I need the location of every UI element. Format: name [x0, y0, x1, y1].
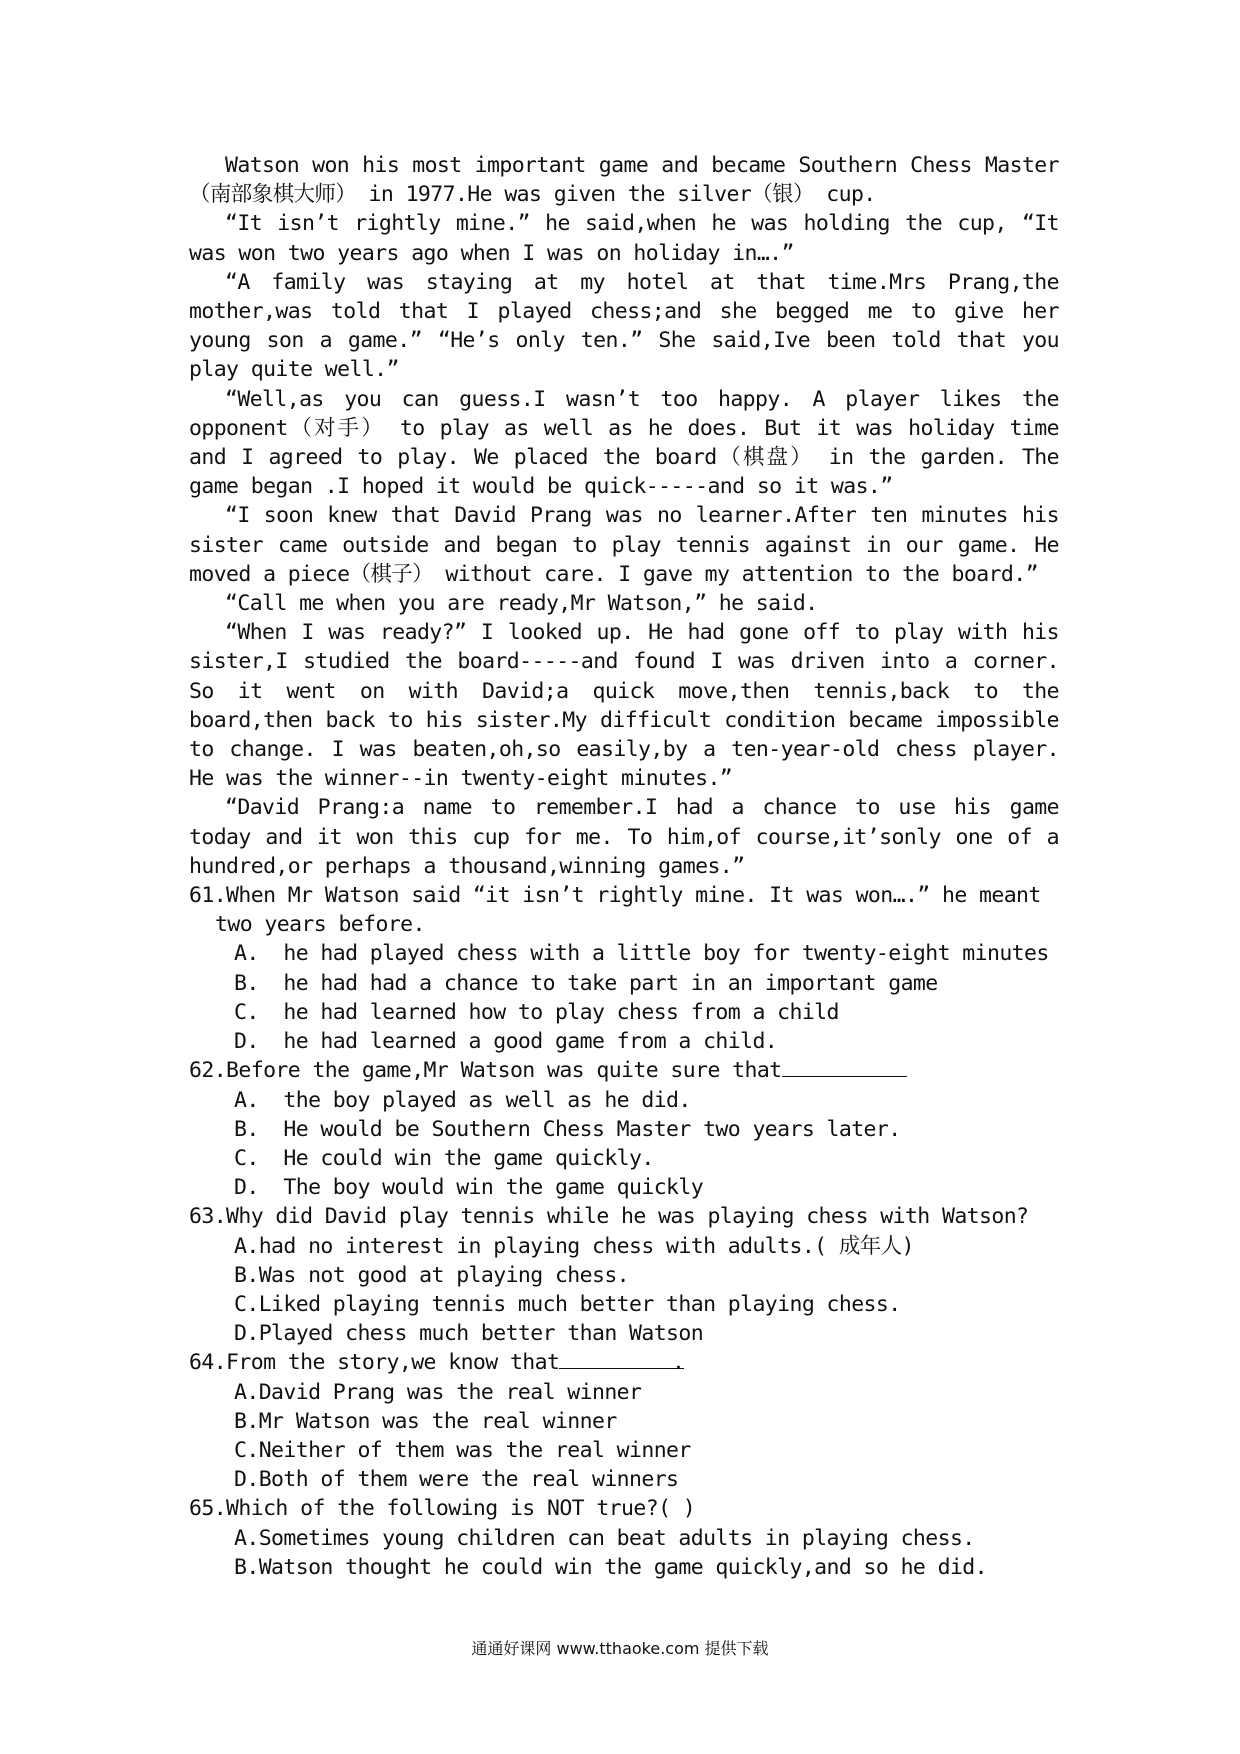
option-a: A. he had played chess with a little boy for twenty-eight minutes: [234, 941, 1049, 967]
passage-paragraph: “I soon knew that David Prang was no learner.After ten minutes his sister came outside and began to play tennis against in our game. He moved a piece（棋子） without care. I gave my attention to the board.”: [189, 503, 1059, 587]
passage-paragraph: “When I was ready?” I looked up. He had gone off to play with his sister,I studied the board-----and found I was driven into a corner. So it went on with David;a quick move,then tennis,back to the board,then back to his sister.My difficult condition became impossible to change. I was beaten,oh,so easily,by a ten-year-old chess player. He was the winner--in twenty-eight minutes.”: [189, 620, 1059, 792]
option-c: C.Neither of them was the real winner: [234, 1437, 691, 1463]
question-61: [189, 881, 1059, 1056]
document-body: [189, 151, 1059, 1582]
answer-blank: [559, 1348, 685, 1376]
option-d: D.Played chess much better than Watson: [234, 1321, 704, 1347]
question-stem-continued: two years before.: [215, 912, 425, 938]
option-d: D.Both of them were the real winners: [234, 1467, 679, 1493]
option-c: C. He could win the game quickly.: [234, 1145, 654, 1171]
option-b: B.Mr Watson was the real winner: [234, 1408, 617, 1434]
question-stem-end: .: [671, 1350, 685, 1376]
answer-blank: [782, 1056, 907, 1077]
option-a: A.had no interest in playing chess with adults.( 成年人): [234, 1233, 914, 1259]
option-c: C. he had learned how to play chess from a child: [234, 999, 839, 1025]
option-a: A.Sometimes young children can beat adults in playing chess.: [234, 1525, 975, 1551]
question-stem: 64.From the story,we know that: [189, 1350, 560, 1376]
option-b: B.Watson thought he could win the game quickly,and so he did.: [234, 1554, 987, 1580]
option-a: A.David Prang was the real winner: [234, 1379, 642, 1405]
passage-paragraph: “A family was staying at my hotel at that time.Mrs Prang,the mother,was told that I played chess;and she begged me to give her young son a game.” “He’s only ten.” She said,Ive been told that you play quite well.”: [189, 269, 1059, 383]
option-d: D. The boy would win the game quickly: [234, 1175, 704, 1201]
question-63: [189, 1202, 1059, 1348]
passage-paragraph: “Call me when you are ready,Mr Watson,” he said.: [225, 591, 818, 617]
question-stem-line: [189, 1348, 1059, 1377]
question-62: [189, 1056, 1059, 1202]
question-65: [189, 1494, 1059, 1582]
question-stem: 62.Before the game,Mr Watson was quite sure that: [189, 1058, 782, 1084]
option-b: B. He would be Southern Chess Master two years later.: [234, 1116, 901, 1142]
option-a: A. the boy played as well as he did.: [234, 1087, 691, 1113]
passage-paragraph: “David Prang:a name to remember.I had a chance to use his game today and it won this cup for me. To him,of course,it’sonly one of a hundred,or perhaps a thousand,winning games.”: [189, 795, 1059, 879]
option-b: B.Was not good at playing chess.: [234, 1262, 630, 1288]
question-stem: 63.Why did David play tennis while he was playing chess with Watson?: [189, 1204, 1029, 1230]
question-64: [189, 1348, 1059, 1494]
question-stem-line: [189, 1056, 1059, 1085]
passage-paragraph: “It isn’t rightly mine.” he said,when he was holding the cup, “It was won two years ago when I was on holiday in….”: [189, 211, 1059, 266]
passage-paragraph: “Well,as you can guess.I wasn’t too happy. A player likes the opponent（对手） to play as well as he does. But it was holiday time and I agreed to play. We placed the board（棋盘） in the garden. The game began .I hoped it would be quick-----and so it was.”: [189, 386, 1059, 500]
question-stem: 65.Which of the following is NOT true?( ): [189, 1496, 696, 1522]
option-b: B. he had had a chance to take part in an important game: [234, 970, 938, 996]
option-c: C.Liked playing tennis much better than playing chess.: [234, 1291, 901, 1317]
question-stem: 61.When Mr Watson said “it isn’t rightly mine. It was won….” he meant: [189, 883, 1041, 909]
page-footer: 通通好课网 www.tthaoke.com 提供下载: [471, 1639, 769, 1658]
option-d: D. he had learned a good game from a child.: [234, 1029, 778, 1055]
passage-paragraph: Watson won his most important game and became Southern Chess Master（南部象棋大师） in 1977.He was given the silver（银） cup.: [189, 153, 1059, 208]
